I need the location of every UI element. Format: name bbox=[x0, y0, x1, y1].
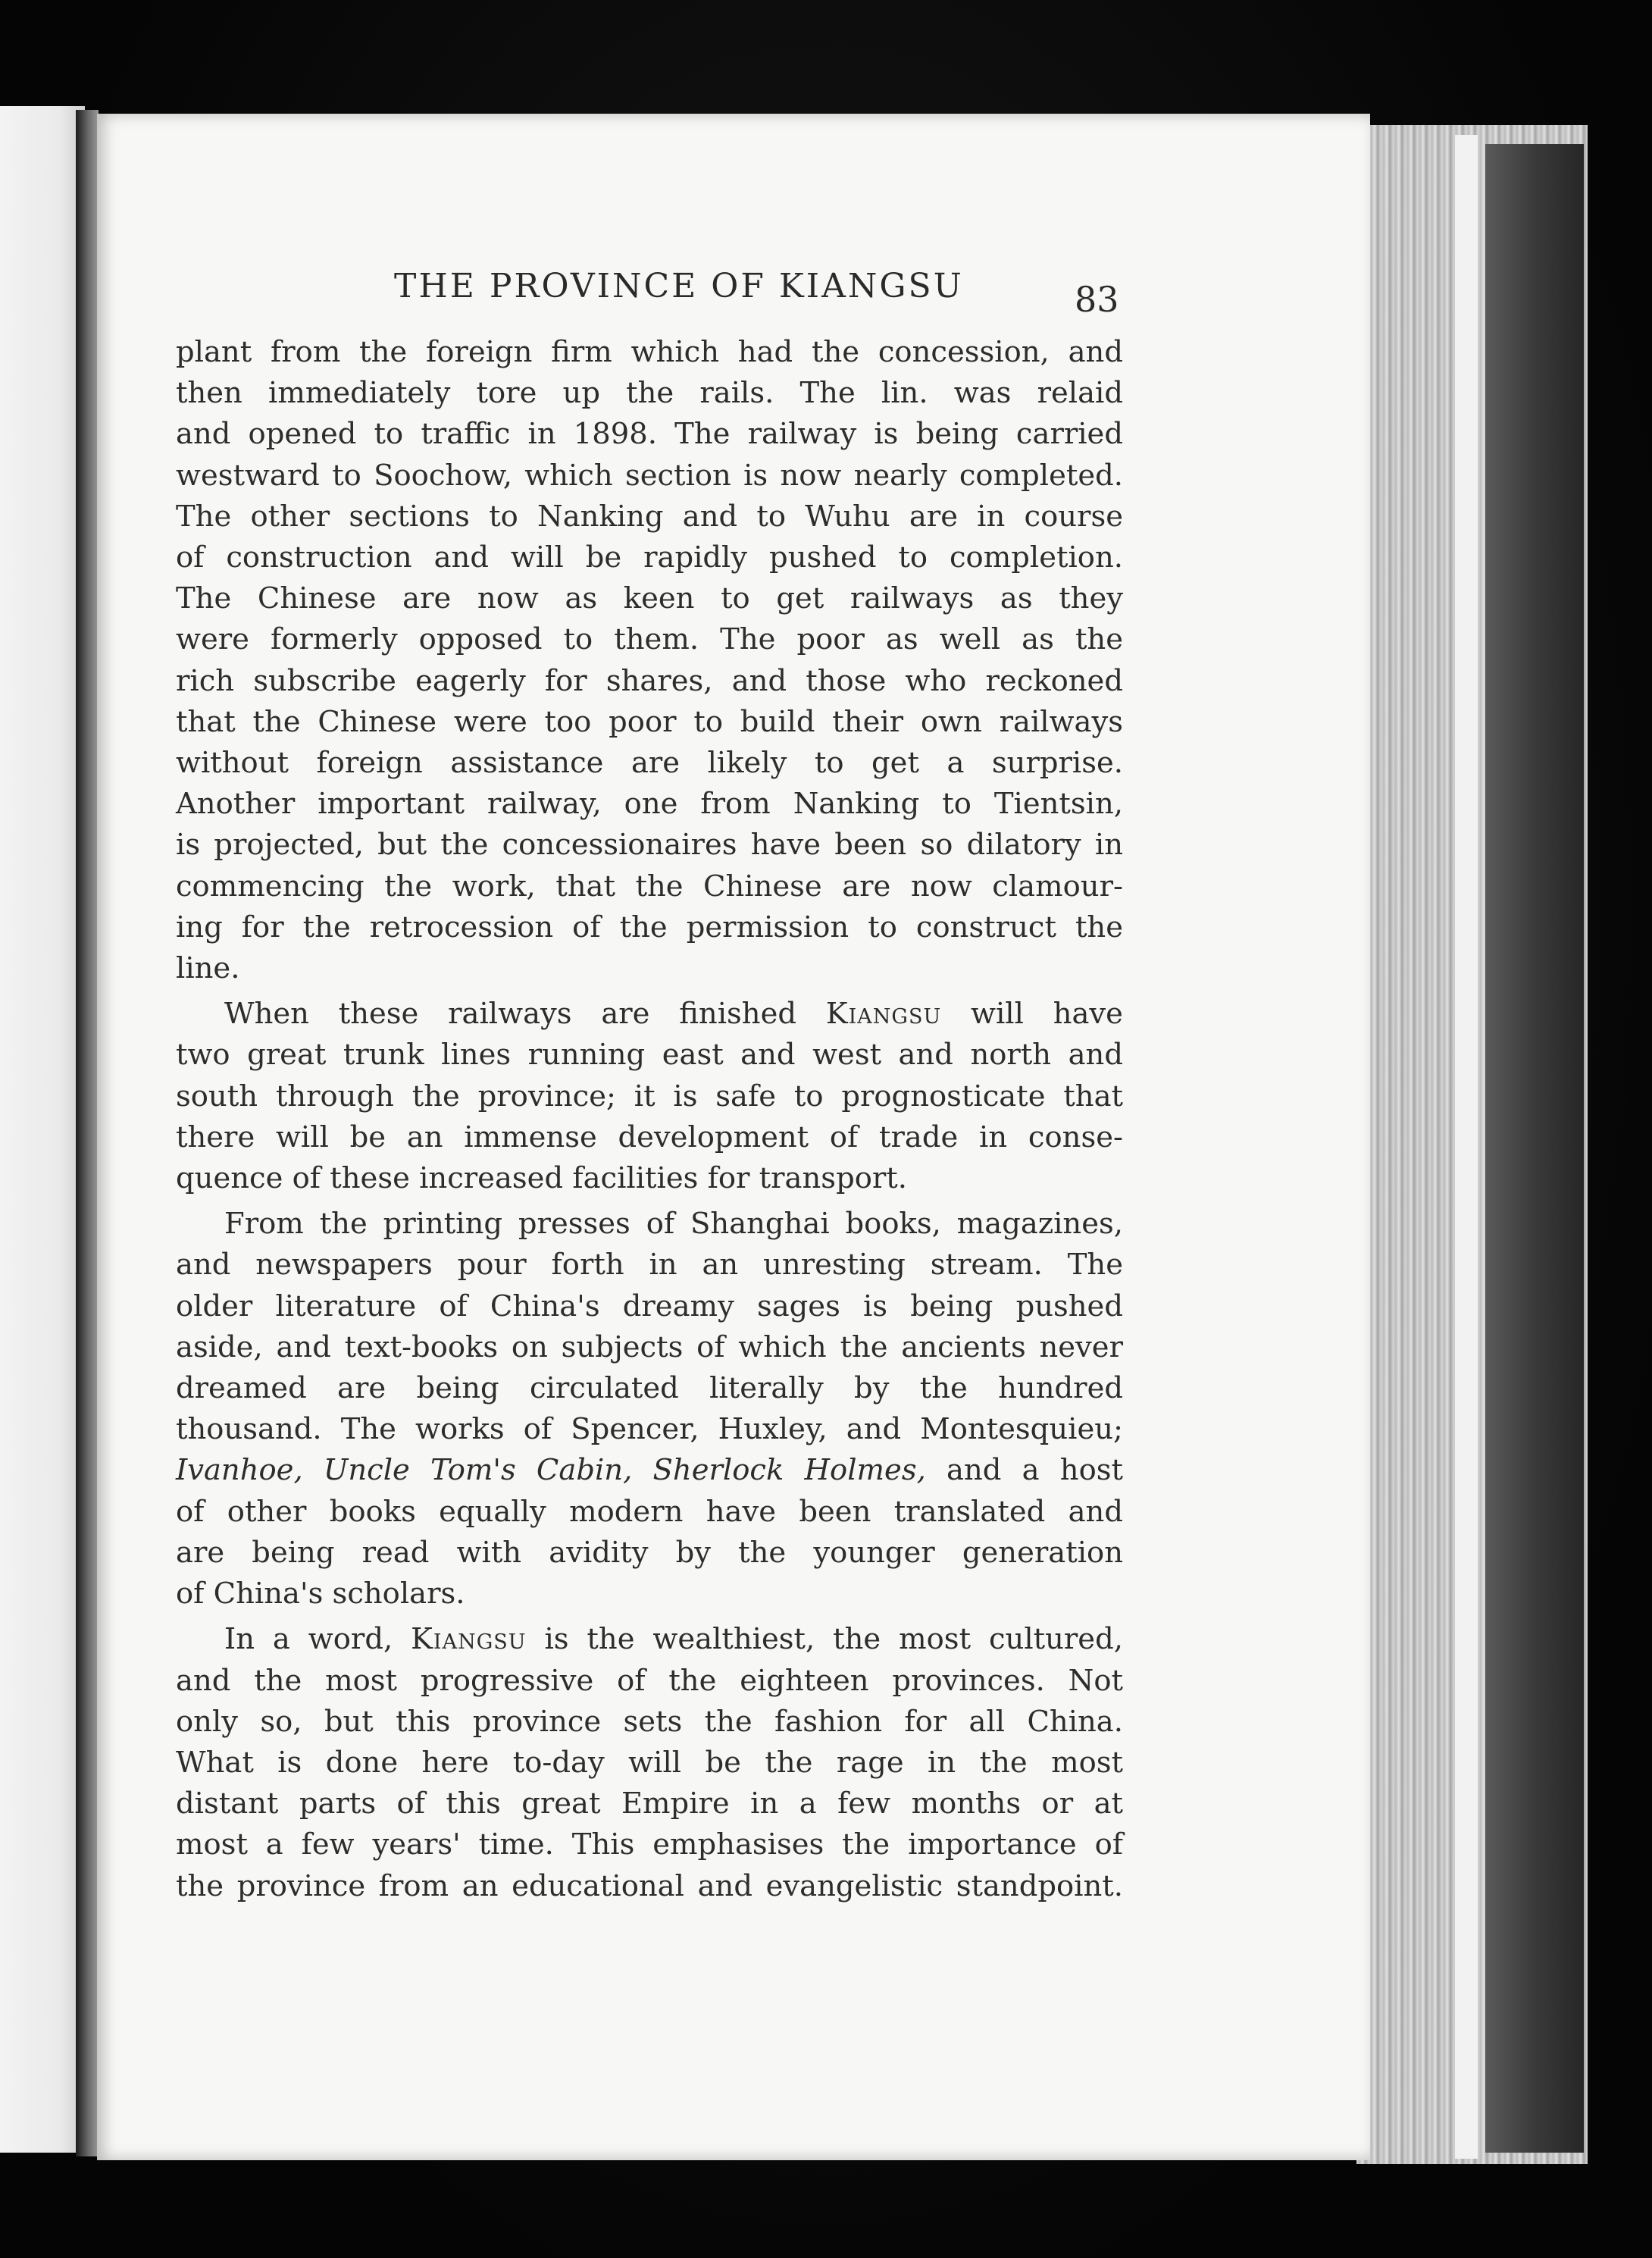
text-line: were formerly opposed to them. The poor as well as the bbox=[176, 622, 1123, 657]
text-line: ing for the retrocession of the permission to construct the bbox=[176, 910, 1123, 944]
text-line: What is done here to-day will be the rage in the most bbox=[176, 1745, 1123, 1780]
text-line: of other books equally modern have been translated and bbox=[176, 1494, 1123, 1529]
text-line: that the Chinese were too poor to build their own railways bbox=[176, 704, 1123, 739]
text-line: then immediately tore up the rails. The lin. was relaid bbox=[176, 376, 1123, 411]
text-run: and a host bbox=[946, 1453, 1123, 1488]
text-line: of construction and will be rapidly pushed to completion. bbox=[176, 540, 1123, 575]
text-line: south through the province; it is safe to prognosticate that bbox=[176, 1079, 1123, 1113]
text-line: and newspapers pour forth in an unresting stream. The bbox=[176, 1248, 1123, 1282]
text-line: are being read with avidity by the younger generation bbox=[176, 1535, 1123, 1570]
text-line: rich subscribe eagerly for shares, and those who reckoned bbox=[176, 663, 1123, 698]
page-edge-highlight bbox=[1455, 135, 1478, 2159]
text-line: westward to Soochow, which section is now nearly completed. bbox=[176, 458, 1123, 493]
text-line: most a few years' time. This emphasises the importance of bbox=[176, 1827, 1123, 1862]
text-line bbox=[176, 1619, 1123, 1660]
text-line: commencing the work, that the Chinese are now clamour- bbox=[176, 869, 1123, 904]
text-line: older literature of China's dreamy sages is being pushed bbox=[176, 1289, 1123, 1323]
text-line: is projected, but the concessionaires have been so dilatory in bbox=[176, 828, 1123, 863]
text-line: quence of these increased facilities for transport. bbox=[176, 1161, 908, 1196]
text-line: without foreign assistance are likely to get a surprise. bbox=[176, 746, 1123, 781]
text-run: will have bbox=[971, 997, 1123, 1032]
italic-book-titles: Ivanhoe, Uncle Tom's Cabin, Sherlock Holmes, bbox=[176, 1453, 926, 1488]
text-line: From the printing presses of Shanghai books, magazines, bbox=[224, 1207, 1123, 1242]
text-line: The Chinese are now as keen to get railways as they bbox=[176, 581, 1123, 616]
text-line: only so, but this province sets the fashion for all China. bbox=[176, 1704, 1123, 1739]
running-head: THE PROVINCE OF KIANGSU bbox=[394, 267, 964, 305]
paragraph-3 bbox=[176, 1204, 1123, 1614]
text-line: distant parts of this great Empire in a few months or at bbox=[176, 1787, 1123, 1821]
text-line: and the most progressive of the eighteen provinces. Not bbox=[176, 1663, 1123, 1698]
text-run: When these railways are finished bbox=[224, 997, 797, 1032]
province-name-smallcaps: Kiangsu bbox=[411, 1622, 527, 1657]
text-run: is the wealthiest, the most cultured, bbox=[544, 1622, 1123, 1657]
text-line: thousand. The works of Spencer, Huxley, and Montesquieu; bbox=[176, 1412, 1123, 1447]
text-line: the province from an educational and evangelistic standpoint. bbox=[176, 1868, 1123, 1903]
page-number: 83 bbox=[1075, 279, 1119, 320]
text-line bbox=[176, 994, 1123, 1035]
facing-page-edge bbox=[0, 106, 85, 2153]
text-line: line. bbox=[176, 951, 240, 986]
text-line: dreamed are being circulated literally by the hundred bbox=[176, 1371, 1123, 1406]
body-text bbox=[176, 332, 1123, 1907]
text-line: of China's scholars. bbox=[176, 1577, 465, 1611]
text-line bbox=[176, 1450, 1123, 1491]
paragraph-4 bbox=[176, 1619, 1123, 1906]
paragraph-2 bbox=[176, 994, 1123, 1199]
text-line: plant from the foreign firm which had the concession, and bbox=[176, 335, 1123, 369]
text-line: there will be an immense development of trade in conse- bbox=[176, 1120, 1123, 1154]
book-gutter bbox=[76, 110, 99, 2156]
text-line: and opened to traffic in 1898. The railway is being carried bbox=[176, 417, 1123, 452]
text-line: Another important railway, one from Nanking to Tientsin, bbox=[176, 787, 1123, 822]
province-name-smallcaps: Kiangsu bbox=[825, 997, 942, 1032]
book-cover-edge bbox=[1485, 144, 1584, 2153]
text-line: The other sections to Nanking and to Wuhu are in course bbox=[176, 499, 1123, 534]
text-line: aside, and text-books on subjects of which the ancients never bbox=[176, 1329, 1123, 1364]
paragraph-1 bbox=[176, 332, 1123, 989]
text-run: In a word, bbox=[224, 1622, 393, 1657]
text-line: two great trunk lines running east and west and north and bbox=[176, 1038, 1123, 1073]
